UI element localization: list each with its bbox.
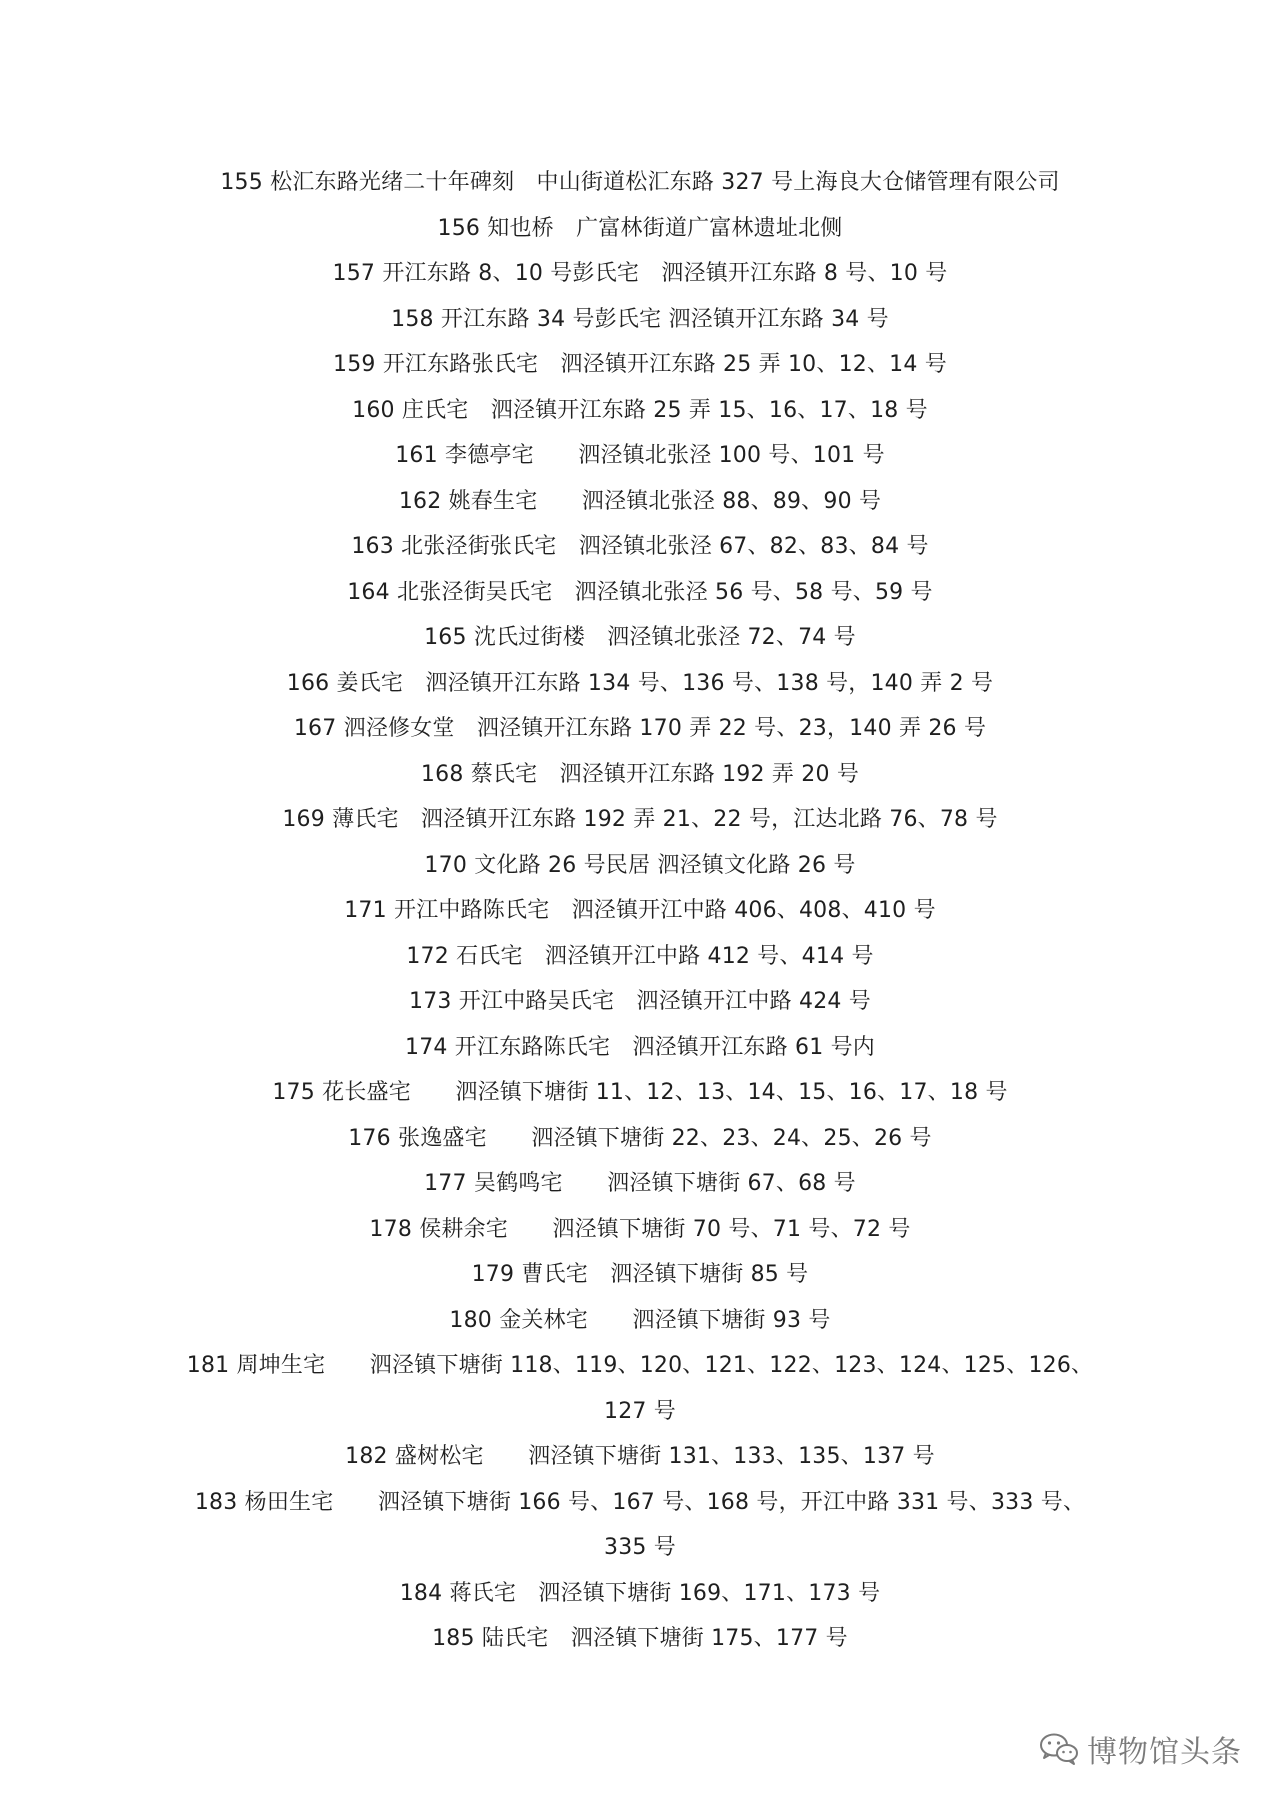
list-item: 174 开江东路陈氏宅 泗泾镇开江东路 61 号内 bbox=[405, 1034, 875, 1060]
list-item: 172 石氏宅 泗泾镇开江中路 412 号、414 号 bbox=[406, 943, 874, 969]
list-item: 177 吴鹤鸣宅 泗泾镇下塘街 67、68 号 bbox=[424, 1171, 856, 1196]
watermark-text: 博物馆头条 bbox=[1087, 1735, 1242, 1770]
list-item: 173 开江中路吴氏宅 泗泾镇开江中路 424 号 bbox=[409, 989, 871, 1014]
list-item: 183 杨田生宅 泗泾镇下塘街 166 号、167 号、168 号，开江中路 331 号、333 号、335 号 bbox=[194, 1489, 1086, 1560]
wechat-icon bbox=[1039, 1732, 1079, 1766]
list-item: 182 盛树松宅 泗泾镇下塘街 131、133、135、137 号 bbox=[345, 1444, 935, 1469]
list-item: 169 薄氏宅 泗泾镇开江东路 192 弄 21、22 号，江达北路 76、78 号 bbox=[282, 807, 998, 832]
list-item: 161 李德亭宅 泗泾镇北张泾 100 号、101 号 bbox=[395, 443, 885, 468]
list-item: 158 开江东路 34 号彭氏宅 泗泾镇开江东路 34 号 bbox=[391, 306, 889, 332]
list-item: 170 文化路 26 号民居 泗泾镇文化路 26 号 bbox=[424, 852, 856, 878]
list-item: 180 金关林宅 泗泾镇下塘街 93 号 bbox=[449, 1307, 831, 1333]
list-item: 166 姜氏宅 泗泾镇开江东路 134 号、136 号、138 号，140 弄 2 号 bbox=[286, 670, 994, 696]
list-item: 179 曹氏宅 泗泾镇下塘街 85 号 bbox=[471, 1262, 809, 1287]
list-item: 160 庄氏宅 泗泾镇开江东路 25 弄 15、16、17、18 号 bbox=[352, 397, 928, 423]
list-item: 185 陆氏宅 泗泾镇下塘街 175、177 号 bbox=[432, 1626, 848, 1651]
list-item: 163 北张泾街张氏宅 泗泾镇北张泾 67、82、83、84 号 bbox=[351, 534, 929, 559]
list-item: 167 泗泾修女堂 泗泾镇开江东路 170 弄 22 号、23，140 弄 26 号 bbox=[293, 716, 987, 741]
list-item: 164 北张泾街吴氏宅 泗泾镇北张泾 56 号、58 号、59 号 bbox=[347, 579, 933, 605]
list-item: 171 开江中路陈氏宅 泗泾镇开江中路 406、408、410 号 bbox=[344, 898, 936, 923]
list-item: 156 知也桥 广富林街道广富林遗址北侧 bbox=[437, 215, 843, 241]
list-item: 168 蔡氏宅 泗泾镇开江东路 192 弄 20 号 bbox=[420, 761, 860, 787]
watermark bbox=[1039, 1727, 1242, 1771]
list-item: 165 沈氏过街楼 泗泾镇北张泾 72、74 号 bbox=[424, 625, 856, 650]
heritage-site-list bbox=[180, 160, 1100, 1662]
list-item: 157 开江东路 8、10 号彭氏宅 泗泾镇开江东路 8 号、10 号 bbox=[332, 261, 948, 286]
list-item: 176 张逸盛宅 泗泾镇下塘街 22、23、24、25、26 号 bbox=[348, 1125, 932, 1151]
list-item: 162 姚春生宅 泗泾镇北张泾 88、89、90 号 bbox=[398, 488, 882, 514]
list-item: 159 开江东路张氏宅 泗泾镇开江东路 25 弄 10、12、14 号 bbox=[333, 352, 947, 377]
list-item: 184 蒋氏宅 泗泾镇下塘街 169、171、173 号 bbox=[399, 1580, 881, 1606]
list-item: 178 侯耕余宅 泗泾镇下塘街 70 号、71 号、72 号 bbox=[369, 1216, 911, 1242]
list-item: 175 花长盛宅 泗泾镇下塘街 11、12、13、14、15、16、17、18 号 bbox=[272, 1080, 1008, 1105]
list-item: 155 松汇东路光绪二十年碑刻 中山街道松汇东路 327 号上海良大仓储管理有限公司 bbox=[220, 170, 1060, 195]
list-item: 181 周坤生宅 泗泾镇下塘街 118、119、120、121、122、123、124、125、126、127 号 bbox=[186, 1353, 1094, 1424]
